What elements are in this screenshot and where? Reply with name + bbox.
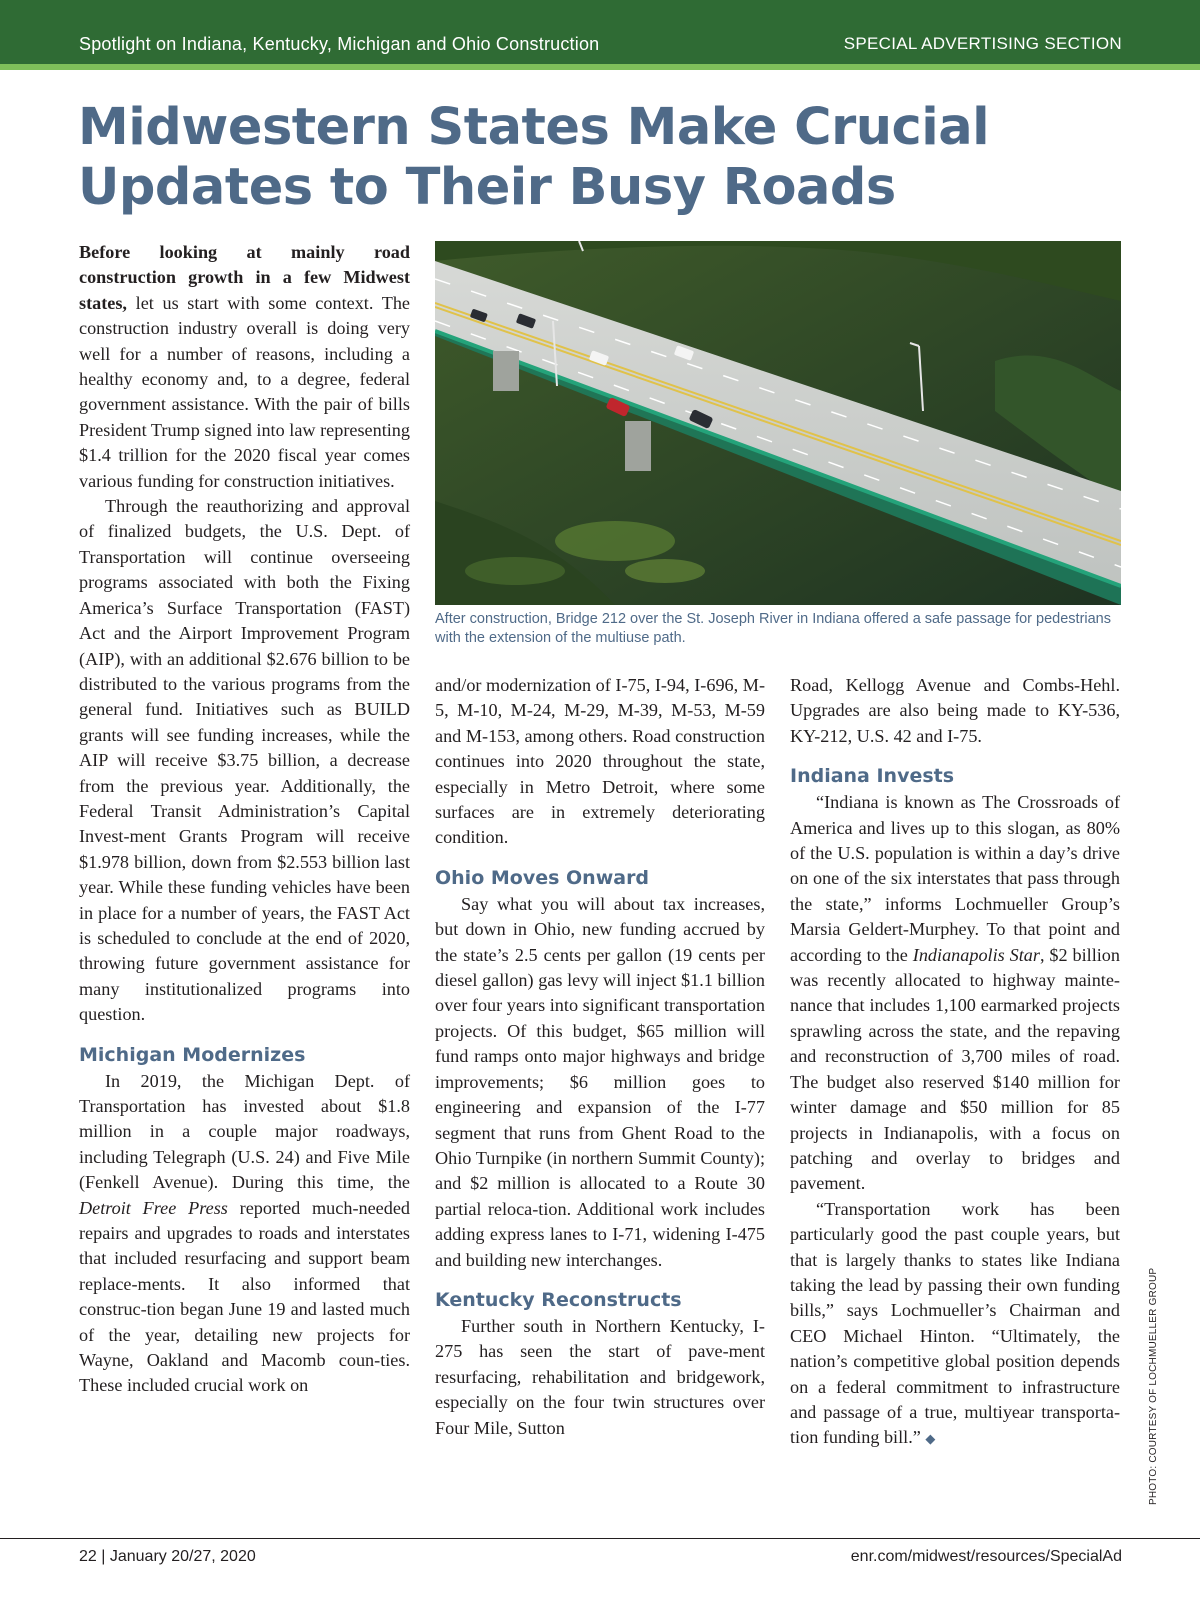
- article-column-2: [435, 673, 765, 1441]
- michigan-continued: and/or modernization of I-75, I-94, I-696, M-5, M-10, M-24, M-29, M-39, M-53, M-59 and M-153, among others. Road construction continues into 2020 throughout the state, especially in Metro Detroit, where some surfaces are in extremely deteriorating condition.: [435, 675, 765, 848]
- article-column-3: [790, 673, 1120, 1452]
- indiana-text-a: “Indiana is known as The Crossroads of America and lives up to this slogan, as 80% of the U.S. population is within a day’s drive on one of the six interstates that pass through the state,” informs Lochmueller Group’s Marsia Geldert-Murphey. To that point and according to the: [790, 792, 1120, 965]
- kentucky-paragraph: Further south in Northern Kentucky, I-275 has seen the start of pave-ment resurfacing, rehabilitation and bridgework, especially on the four twin structures over Four Mile, Sutton: [435, 1315, 765, 1438]
- footer-url: enr.com/midwest/resources/SpecialAd: [850, 1548, 1122, 1565]
- intro-paragraph: [79, 240, 410, 494]
- michigan-paragraph: [79, 1069, 410, 1399]
- funding-paragraph: Through the reauthorizing and approval of finalized budgets, the U.S. Dept. of Transportation will continue overseeing programs associated with both the Fixing America’s Surface Transportation (FAST) Act and the Airport Improvement Program (AIP), with an additional $2.676 billion to be distributed to the various programs from the general fund. Initiatives such as BUILD grants will see funding increases, while the AIP will receive $3.75 billion, a decrease from the previous year. Additionally, the Federal Transit Administration’s Capital Invest-ment Grants Program will receive $1.978 billion, down from $2.553 billion last year. While these funding vehicles have been in place for a number of years, the FAST Act is scheduled to conclude at the end of 2020, throwing future government assistance for many institutionalized programs into question.: [79, 496, 410, 1025]
- intro-lead: Before looking at mainly road construction growth in a few Midwest states,: [79, 242, 410, 313]
- indiana-publication: Indianapolis Star: [912, 944, 1040, 965]
- indiana-heading: Indiana Invests: [790, 765, 955, 788]
- indiana-text-b: , $2 billion was recently allocated to highway mainte-nance that includes 1,100 earmarked projects sprawling across the state, and the repaving and reconstruction of 3,700 miles of road. The budget also reserved $140 million for winter damage and $50 million for 85 projects in Indianapolis, with a focus on patching and overlay to bridges and pavement.: [790, 944, 1120, 1194]
- header-stripe: [0, 64, 1200, 70]
- footer-rule: [0, 1538, 1200, 1539]
- photo-credit: PHOTO: COURTESY OF LOCHMUELLER GROUP: [1148, 1267, 1159, 1505]
- article-column-1: [79, 240, 410, 1399]
- indiana-quote: “Transportation work has been particularly good the past couple years, but that is largely thanks to states like Indiana taking the lead by passing their own funding bills,” says Lochmueller’s Chairman and CEO Michael Hinton. “Ultimately, the nation’s competitive global position depends on a federal commitment to infrastructure and passage of a true, multiyear transporta-tion funding bill.”: [790, 1198, 1120, 1448]
- advertising-label: SPECIAL ADVERTISING SECTION: [843, 34, 1122, 53]
- end-mark-icon: ◆: [925, 1431, 936, 1447]
- bridge-photo: [435, 241, 1121, 605]
- michigan-text-b: reported much-needed repairs and upgrades to roads and interstates that included resurfacing and support beam replace-ments. It also informed that construc-tion began June 19 and lasted much of the year, detailing new projects for Wayne, Oakland and Macomb coun-ties. These included crucial work on: [79, 1197, 410, 1396]
- headline-line-2: Updates to Their Busy Roads: [78, 158, 896, 217]
- headline: [78, 98, 1128, 218]
- intro-text: let us start with some context. The construction industry overall is doing very well for a number of reasons, including a healthy economy and, to a degree, federal government assistance. With the pair of bills President Trump signed into law representing $1.4 trillion for the 2020 fiscal year comes various funding for construction initiatives.: [79, 292, 410, 491]
- indiana-paragraph: [790, 790, 1120, 1197]
- kentucky-heading: Kentucky Reconstructs: [435, 1288, 682, 1311]
- indiana-quote-paragraph: [790, 1197, 1120, 1452]
- ohio-heading: Ohio Moves Onward: [435, 866, 650, 889]
- kentucky-continued: Road, Kellogg Avenue and Combs-Hehl. Upgrades are also being made to KY-536, KY-212, U.S. 42 and I-75.: [790, 675, 1120, 746]
- michigan-publication: Detroit Free Press: [79, 1197, 228, 1218]
- photo-caption: After construction, Bridge 212 over the St. Joseph River in Indiana offered a safe passage for pedestrians with the extension of the multiuse path.: [435, 611, 1111, 646]
- page-number-date: 22 | January 20/27, 2020: [79, 1548, 256, 1565]
- michigan-text-a: In 2019, the Michigan Dept. of Transportation has invested about $1.8 million in a couple major roadways, including Telegraph (U.S. 24) and Five Mile (Fenkell Avenue). During this time, the: [79, 1070, 410, 1193]
- ohio-paragraph: Say what you will about tax increases, but down in Ohio, new funding accrued by the state’s 2.5 cents per gallon (19 cents per diesel gallon) gas levy will inject $1.1 billion over four years into significant transportation projects. Of this budget, $65 million will fund ramps onto major highways and bridge improvements; $6 million goes to engineering and expansion of the I-77 segment that runs from Ghent Road to the Ohio Turnpike (in northern Summit County); and $2 million is allocated to a Route 30 partial reloca-tion. Additional work includes adding express lanes to I-71, widening I-475 and building new interchanges.: [435, 893, 765, 1270]
- section-title: Spotlight on Indiana, Kentucky, Michigan and Ohio Construction: [79, 34, 600, 54]
- michigan-heading: Michigan Modernizes: [79, 1043, 306, 1066]
- bridge-aerial-illustration: [435, 241, 1121, 605]
- headline-line-1: Midwestern States Make Crucial: [78, 98, 990, 157]
